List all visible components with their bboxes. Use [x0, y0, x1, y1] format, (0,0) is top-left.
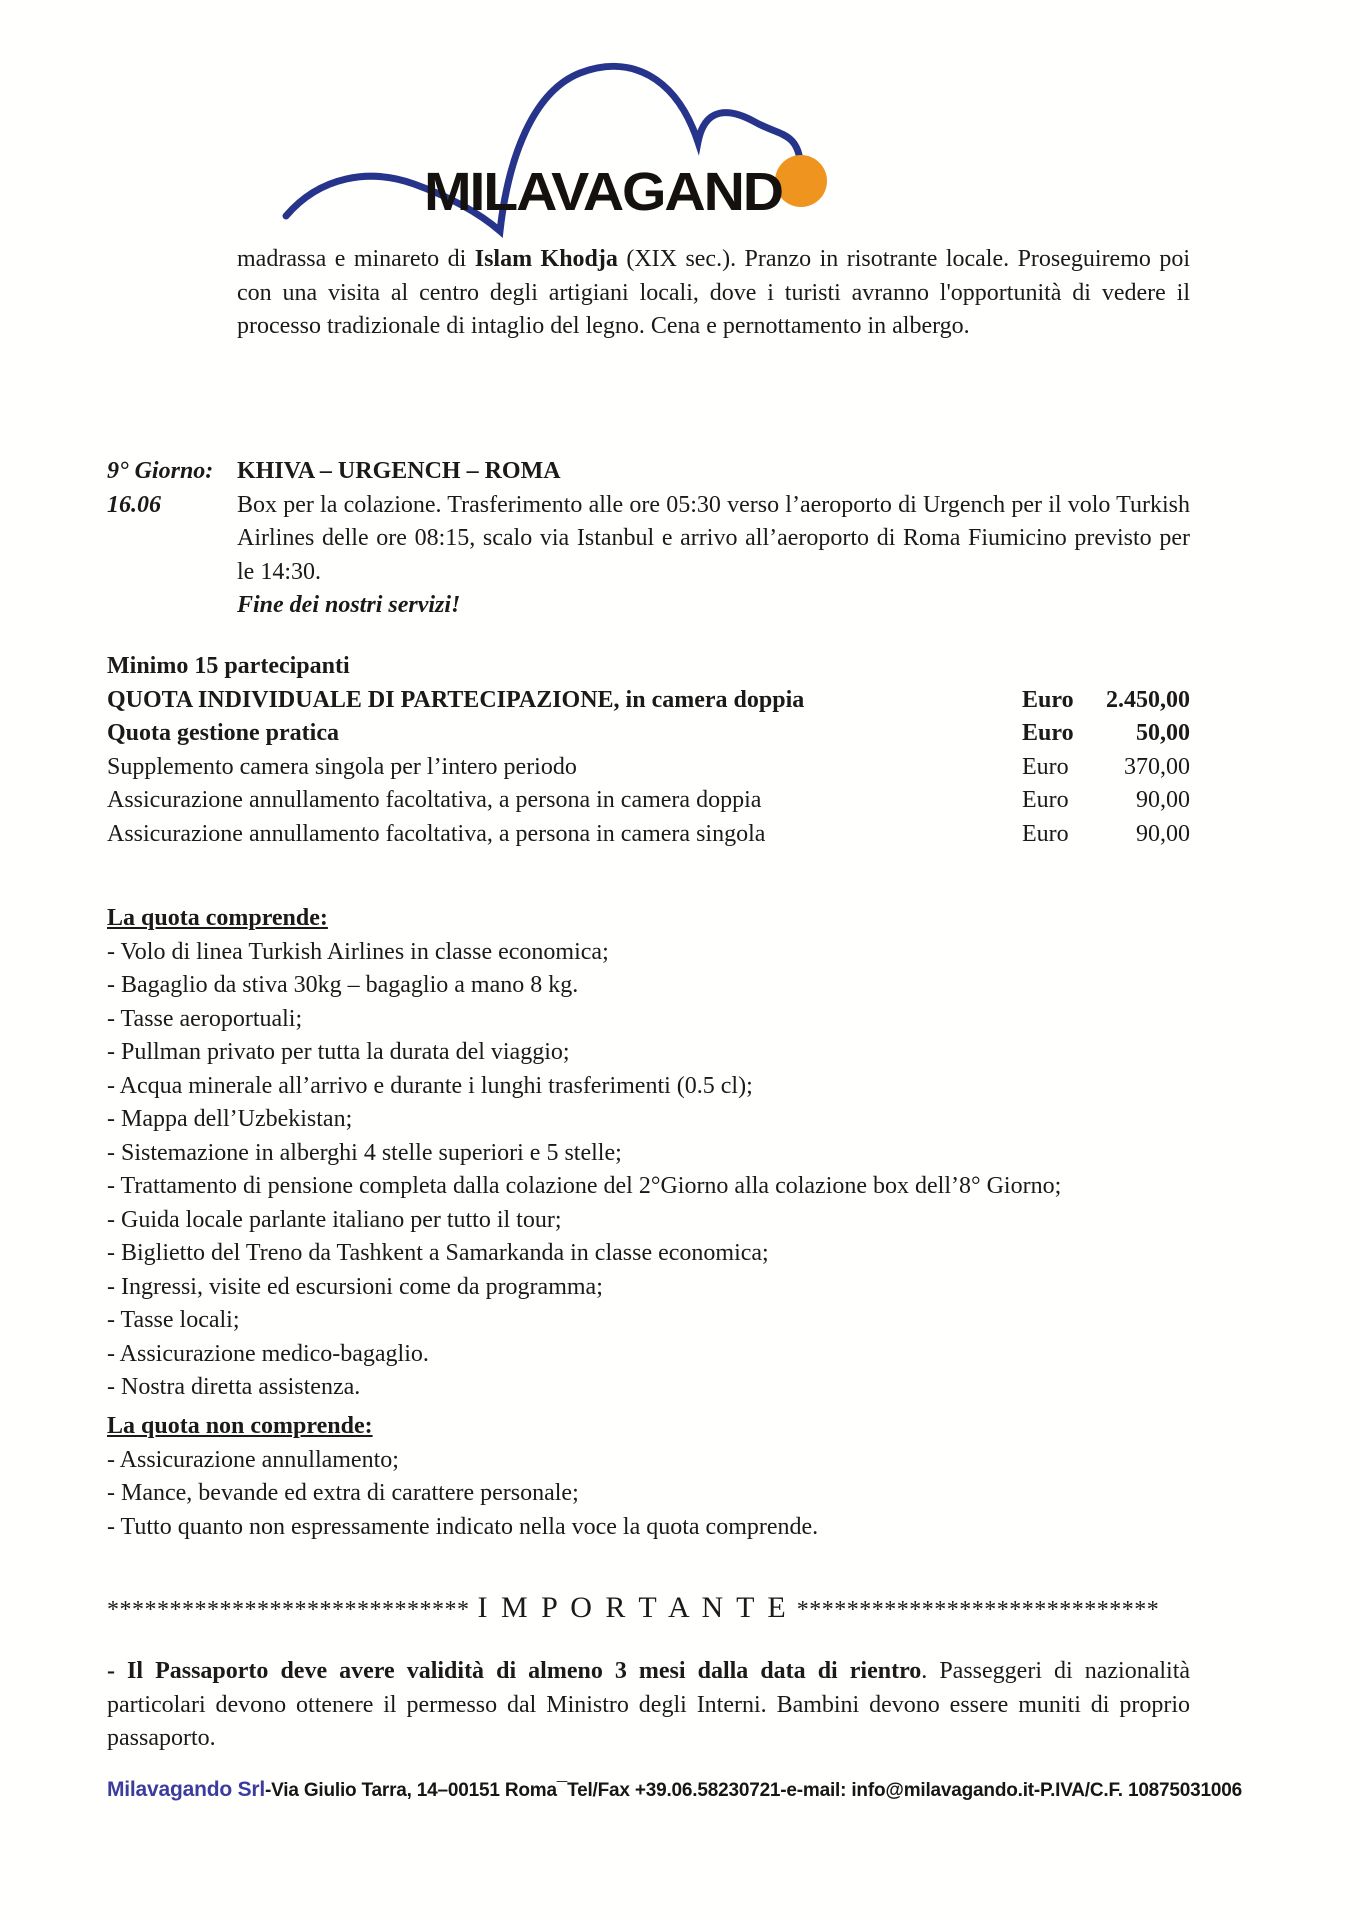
list-item: - Trattamento di pensione completa dalla colazione del 2°Giorno alla colazione box dell’8° Giorno;	[107, 1173, 1062, 1199]
pricing-amount: 50,00	[1136, 720, 1190, 746]
important-label: I M P O R T A N T E	[477, 1591, 789, 1624]
list-item: - Guida locale parlante italiano per tutto il tour;	[107, 1206, 562, 1233]
list-item: - Sistemazione in alberghi 4 stelle superiori e 5 stelle;	[107, 1139, 622, 1166]
pricing-row	[107, 684, 1190, 718]
list-item: - Tasse locali;	[107, 1307, 240, 1333]
pricing-label: QUOTA INDIVIDUALE DI PARTECIPAZIONE, in camera doppia	[107, 686, 805, 713]
pricing-currency: Euro	[1022, 753, 1069, 780]
pricing-row	[107, 717, 1190, 751]
intro-paragraph	[237, 243, 1190, 344]
day-number: 9° Giorno:	[107, 458, 214, 484]
pricing-amount: 90,00	[1136, 787, 1190, 813]
pricing-currency: Euro	[1022, 820, 1069, 847]
itinerary-day-section	[107, 455, 1190, 623]
footer-contact-details: -Via Giulio Tarra, 14–00151 Roma¯Tel/Fax +39.06.58230721-e-mail: info@milavagando.it-P.IVA/C.F. 10875031006	[265, 1780, 1242, 1801]
pricing-label: Assicurazione annullamento facoltativa, a persona in camera doppia	[107, 787, 762, 813]
logo-graphic	[278, 48, 843, 238]
list-item: - Tutto quanto non espressamente indicato nella voce la quota comprende.	[107, 1513, 819, 1540]
pricing-amount: 90,00	[1136, 820, 1190, 847]
excludes-heading: La quota non comprende:	[107, 1413, 373, 1439]
stars-right: *****************************	[796, 1597, 1160, 1623]
list-item: - Biglietto del Treno da Tashkent a Samarkanda in classe economica;	[107, 1240, 769, 1266]
pricing-currency: Euro	[1022, 686, 1074, 713]
important-divider	[107, 1591, 1195, 1625]
logo-brand-text: MILAVAGAND	[424, 162, 782, 222]
pricing-section	[107, 650, 1190, 851]
list-item: - Tasse aeroportuali;	[107, 1005, 303, 1032]
list-item: - Bagaglio da stiva 30kg – bagaglio a mano 8 kg.	[107, 972, 579, 998]
pricing-amount: 2.450,00	[1106, 686, 1190, 713]
day-closing-note: Fine dei nostri servizi!	[237, 592, 461, 618]
passport-notice	[107, 1655, 1190, 1756]
quota-excludes-section	[107, 1410, 1195, 1544]
quota-includes-section	[107, 902, 1195, 1405]
intro-text-start: madrassa e minareto di	[237, 246, 475, 272]
includes-heading: La quota comprende:	[107, 905, 328, 931]
pricing-label: Assicurazione annullamento facoltativa, a persona in camera singola	[107, 820, 766, 847]
minimum-participants: Minimo 15 partecipanti	[107, 653, 350, 679]
pricing-row	[107, 784, 1190, 818]
pricing-currency: Euro	[1022, 720, 1074, 746]
day-label-column	[107, 455, 237, 623]
day-description: Box per la colazione. Trasferimento alle ore 05:30 verso l’aeroporto di Urgench per il volo Turkish Airlines delle ore 08:15, scalo via Istanbul e arrivo all’aeroporto di Roma Fiumicino previsto per le 14:30.	[237, 491, 1190, 585]
pricing-amount: 370,00	[1124, 753, 1190, 780]
pricing-currency: Euro	[1022, 787, 1069, 813]
intro-text-end: (XIX sec.). Pranzo in risotrante locale. Proseguiremo poi con una visita al centro degli artigiani locali, dove i turisti avranno l'opportunità di vedere il processo tradizionale di intaglio del legno. Cena e pernottamento in albergo.	[237, 246, 1191, 339]
list-item: - Acqua minerale all’arrivo e durante i lunghi trasferimenti (0.5 cl);	[107, 1072, 753, 1099]
list-item: - Assicurazione medico-bagaglio.	[107, 1340, 429, 1367]
list-item: - Nostra diretta assistenza.	[107, 1374, 361, 1400]
pricing-row	[107, 751, 1190, 785]
day-date: 16.06	[107, 491, 161, 518]
pricing-label: Quota gestione pratica	[107, 720, 339, 746]
day-route-title: KHIVA – URGENCH – ROMA	[237, 458, 561, 484]
list-item: - Ingressi, visite ed escursioni come da programma;	[107, 1273, 603, 1300]
intro-highlight: Islam Khodja	[474, 246, 618, 272]
logo-sun-icon	[775, 155, 827, 207]
list-item: - Pullman privato per tutta la durata del viaggio;	[107, 1039, 570, 1065]
logo	[278, 48, 843, 238]
list-item: - Volo di linea Turkish Airlines in classe economica;	[107, 938, 609, 965]
pricing-row	[107, 818, 1190, 852]
footer-company-name: Milavagando Srl	[107, 1778, 266, 1801]
list-item: - Assicurazione annullamento;	[107, 1446, 399, 1473]
list-item: - Mance, bevande ed extra di carattere personale;	[107, 1480, 579, 1506]
passport-bold-text: - Il Passaporto deve avere validità di almeno 3 mesi dalla data di rientro	[107, 1658, 922, 1684]
footer	[107, 1778, 1287, 1802]
pricing-label: Supplemento camera singola per l’intero periodo	[107, 753, 577, 780]
passport-regular-text: . Passeggeri di nazionalità particolari devono ottenere il permesso dal Ministro degli Interni. Bambini devono essere muniti di proprio passaporto.	[107, 1658, 1191, 1751]
stars-left: *****************************	[107, 1597, 470, 1623]
day-content-column	[237, 455, 1190, 623]
list-item: - Mappa dell’Uzbekistan;	[107, 1106, 353, 1132]
